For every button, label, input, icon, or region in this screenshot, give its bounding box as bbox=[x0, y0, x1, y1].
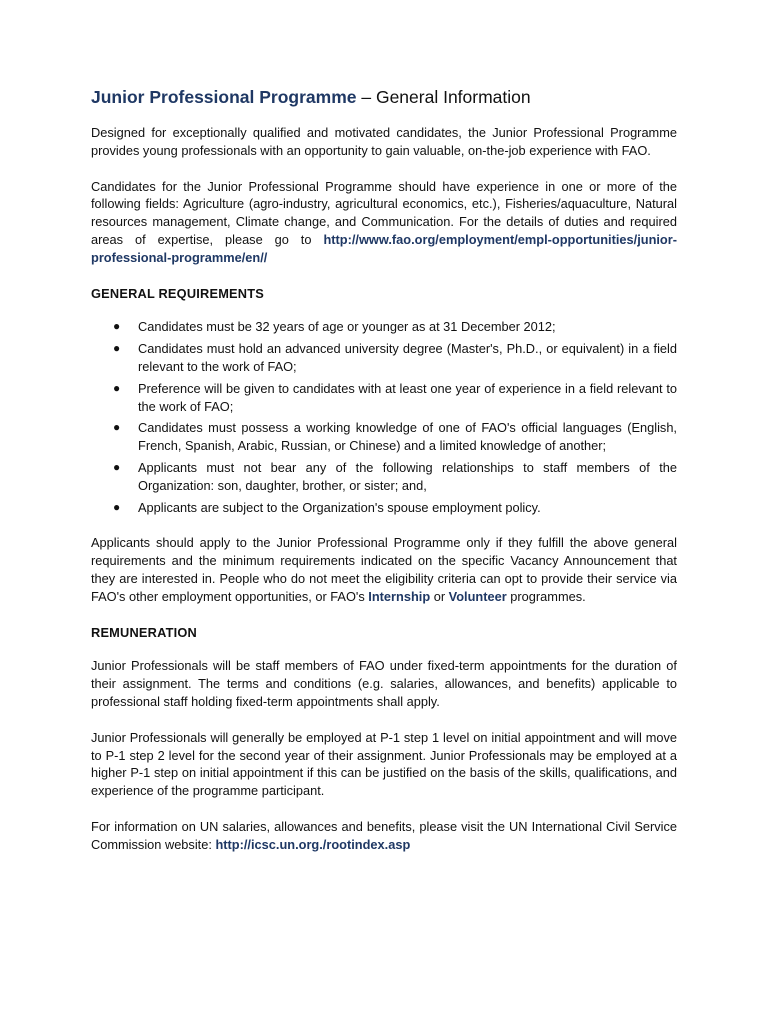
title-programme-name: Junior Professional Programme bbox=[91, 87, 357, 107]
apply-tail: programmes. bbox=[506, 588, 586, 604]
bullet-icon: ● bbox=[113, 459, 121, 474]
page-title bbox=[91, 86, 677, 108]
requirement-text: Applicants are subject to the Organization's spouse employment policy. bbox=[138, 499, 541, 515]
list-item bbox=[91, 318, 677, 336]
volunteer-link[interactable]: Volunteer bbox=[448, 588, 507, 604]
title-subtitle: – General Information bbox=[356, 87, 531, 107]
fields-paragraph bbox=[91, 178, 677, 267]
list-item bbox=[91, 419, 677, 455]
general-requirements-heading: GENERAL REQUIREMENTS bbox=[91, 285, 264, 301]
remuneration-paragraph-1: Junior Professionals will be staff members of FAO under fixed-term appointments for the duration of their assignment. The terms and conditions (e.g. salaries, allowances, and benefits) applicable to professional staff holding fixed-term appointments shall apply. bbox=[91, 658, 677, 709]
bullet-icon: ● bbox=[113, 319, 121, 334]
icsc-url-link[interactable]: http://icsc.un.org./rootindex.asp bbox=[215, 836, 411, 852]
requirements-list bbox=[91, 318, 677, 516]
remuneration-paragraph-2: Junior Professionals will generally be employed at P-1 step 1 level on initial appointment and will move to P-1 step 2 level for the second year of their assignment. Junior Professionals may be employed at a higher P-1 step on initial appointment if this can be justified on the basis of the skills, qualifications, and experience of the programme participant. bbox=[91, 729, 677, 799]
list-item bbox=[91, 459, 677, 495]
requirement-text: Candidates must hold an advanced university degree (Master's, Ph.D., or equivalent) in a field relevant to the work of FAO; bbox=[138, 341, 677, 374]
list-item bbox=[91, 340, 677, 376]
internship-link[interactable]: Internship bbox=[368, 588, 431, 604]
bullet-icon: ● bbox=[113, 420, 121, 435]
remuneration-heading: REMUNERATION bbox=[91, 624, 197, 640]
intro-paragraph: Designed for exceptionally qualified and motivated candidates, the Junior Professional Programme provides young professionals with an opportunity to gain valuable, on-the-job experience with FAO. bbox=[91, 125, 677, 158]
jpp-url-link[interactable]: http://www.fao.org/employment/empl-opportunities/junior-professional-programme/en// bbox=[91, 231, 677, 265]
apply-text: Applicants should apply to the Junior Professional Programme only if they fulfill the above general requirements and the minimum requirements indicated on the specific Vacancy Announcement that they are interested in. People who do not meet the eligibility criteria can opt to provide their service via FAO's other employment opportunities, or FAO's bbox=[91, 535, 677, 604]
requirement-text: Applicants must not bear any of the following relationships to staff members of the Organization: son, daughter, brother, or sister; and, bbox=[138, 459, 677, 493]
apply-connector: or bbox=[430, 588, 449, 604]
bullet-icon: ● bbox=[113, 341, 121, 356]
bullet-icon: ● bbox=[113, 380, 121, 395]
icsc-text: For information on UN salaries, allowances and benefits, please visit the UN International Civil Service Commission website: bbox=[91, 818, 677, 852]
bullet-icon: ● bbox=[113, 499, 121, 514]
apply-paragraph bbox=[91, 534, 677, 605]
list-item bbox=[91, 380, 677, 416]
requirement-text: Preference will be given to candidates with at least one year of experience in a field relevant to the work of FAO; bbox=[138, 380, 677, 414]
requirement-text: Candidates must be 32 years of age or younger as at 31 December 2012; bbox=[138, 319, 556, 335]
requirement-text: Candidates must possess a working knowledge of one of FAO's official languages (English, French, Spanish, Arabic, Russian, or Chinese) and a limited knowledge of another; bbox=[138, 420, 677, 454]
fields-text: Candidates for the Junior Professional Programme should have experience in one or more of the following fields: Agriculture (agro-industry, agricultural economics, etc.), Fisheries/aquaculture, Natural resources management, Climate change, and Communication. For the details of duties and required areas of expertise, please go to bbox=[91, 178, 677, 247]
document-page bbox=[91, 86, 677, 872]
list-item bbox=[91, 499, 677, 517]
remuneration-paragraph-3 bbox=[91, 818, 677, 854]
